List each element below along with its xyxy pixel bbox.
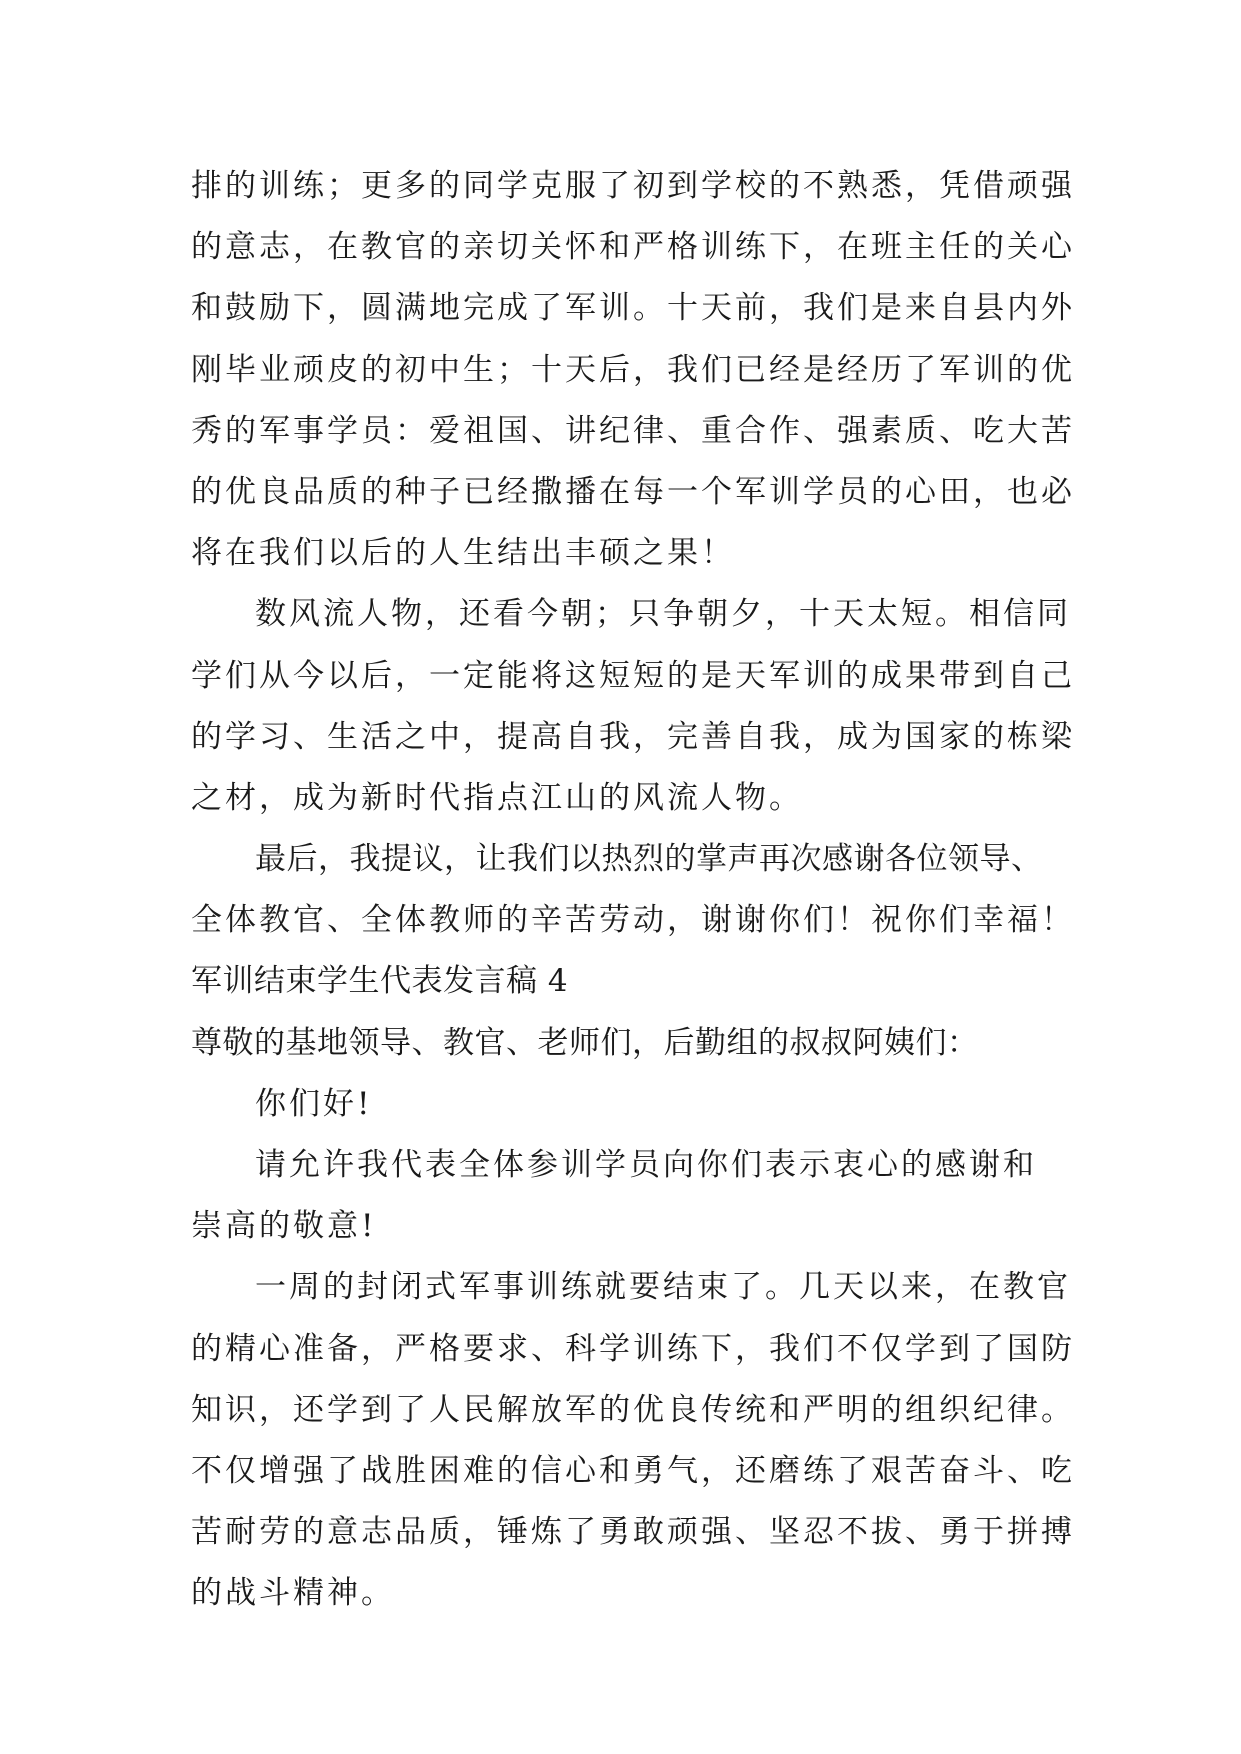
document-body [191,156,1075,1625]
text-line: 将在我们以后的人生结出丰硕之果！ [191,535,735,572]
paragraph-start-line: 最后，我提议，让我们以热烈的掌声再次感谢各位领导、 [255,841,1043,878]
greeting-line: 你们好! [255,1085,373,1122]
text-line: 苦耐劳的意志品质，锤炼了勇敢顽强、坚忍不拔、勇于拼搏 [191,1514,1075,1551]
paragraph-start-line: 数风流人物，还看今朝；只争朝夕，十天太短。相信同 [255,596,1071,633]
paragraph-start-line: 请允许我代表全体参训学员向你们表示衷心的感谢和 [255,1147,1037,1183]
text-line: 的精心准备，严格要求、科学训练下，我们不仅学到了国防 [191,1330,1075,1367]
text-line: 知识，还学到了人民解放军的优良传统和严明的组织纪律。 [191,1391,1075,1428]
text-line: 和鼓励下，圆满地完成了军训。十天前，我们是来自县内外 [191,290,1075,327]
salutation-line: 尊敬的基地领导、教官、老师们，后勤组的叔叔阿姨们： [191,1024,979,1061]
text-line: 崇高的敬意! [191,1208,377,1245]
text-line: 刚毕业顽皮的初中生；十天后，我们已经是经历了军训的优 [191,351,1075,388]
section-heading: 军训结束学生代表发言稿 4 [191,963,569,1000]
text-line: 学们从今以后，一定能将这短短的是天军训的成果带到自己 [191,657,1075,694]
text-line: 全体教官、全体教师的辛苦劳动，谢谢你们！祝你们幸福！ [191,902,1075,939]
text-line: 的意志，在教官的亲切关怀和严格训练下，在班主任的关心 [191,229,1075,266]
text-line: 秀的军事学员：爱祖国、讲纪律、重合作、强素质、吃大苦 [191,412,1075,449]
text-line: 不仅增强了战胜困难的信心和勇气，还磨练了艰苦奋斗、吃 [191,1452,1075,1489]
paragraph-start-line: 一周的封闭式军事训练就要结束了。几天以来，在教官 [255,1269,1071,1306]
text-line: 的优良品质的种子已经撒播在每一个军训学员的心田，也必 [191,473,1075,510]
text-line: 的战斗精神。 [191,1575,395,1612]
text-line: 的学习、生活之中，提高自我，完善自我，成为国家的栋梁 [191,718,1075,755]
text-line: 之材，成为新时代指点江山的风流人物。 [191,779,803,816]
text-line: 排的训练；更多的同学克服了初到学校的不熟悉，凭借顽强 [191,168,1075,204]
